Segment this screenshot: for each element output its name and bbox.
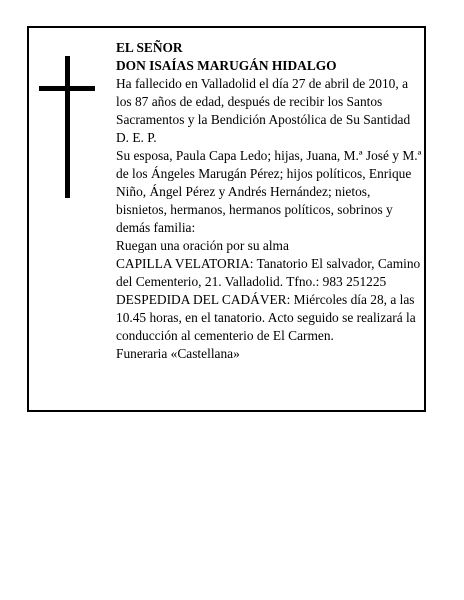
funeral-home: Funeraria «Castellana» <box>116 346 240 361</box>
obituary-notice <box>27 26 426 412</box>
title-line-1: EL SEÑOR <box>116 40 183 55</box>
cross-horizontal-bar <box>39 86 95 91</box>
family-list: Su esposa, Paula Capa Ledo; hijas, Juana, M.ª José y M.ª de los Ángeles Marugán Pérez; hijos políticos, Enrique Niño, Ángel Pérez y Andrés Hernández; nietos, bisnietos, hermanos, hermanos políticos, sobrinos y demás familia: <box>116 148 422 235</box>
prayer-request: Ruegan una oración por su alma <box>116 238 289 253</box>
farewell-info: DESPEDIDA DEL CADÁVER: Miércoles día 28, a las 10.45 horas, en el tanatorio. Acto seguido se realizará la conducción al cementerio de El Carmen. <box>116 292 416 343</box>
deceased-name: DON ISAÍAS MARUGÁN HIDALGO <box>116 58 337 73</box>
chapel-info: CAPILLA VELATORIA: Tanatorio El salvador, Camino del Cementerio, 21. Valladolid. Tfno.: 983 251225 <box>116 256 421 289</box>
cross-vertical-bar <box>65 56 70 198</box>
death-statement: Ha fallecido en Valladolid el día 27 de abril de 2010, a los 87 años de edad, después de recibir los Santos Sacramentos y la Bendición Apostólica de Su Santidad D. E. P. <box>116 76 411 145</box>
notice-text <box>116 39 424 363</box>
cross-icon <box>37 56 97 198</box>
